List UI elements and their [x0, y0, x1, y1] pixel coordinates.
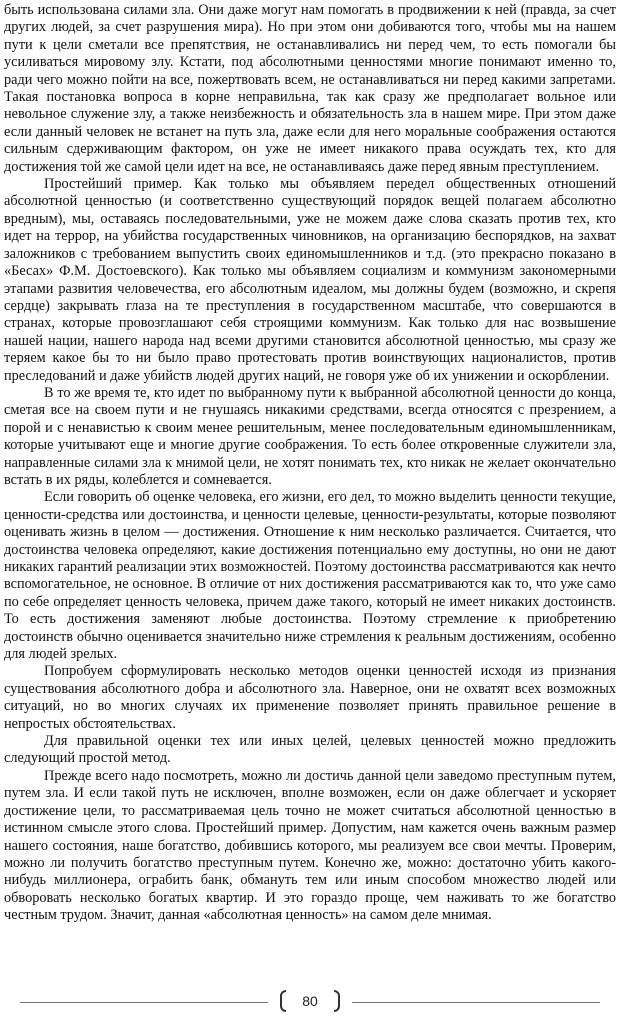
left-brace-ornament: [280, 990, 286, 1012]
paragraph: Если говорить об оценке человека, его жизни, его дел, то можно выделить ценности текущие, ценности-средства или достоинства, и ценности целевые, ценности-результаты, которые позволяют оценивать жизнь в целом — достижения. Отношение к ним несколько различается. Считается, что достоинства человека определяют, какие достижения потенциально ему доступны, но они не дают никаких гарантий реализации этих возможностей. Поэтому достоинства рассматриваются как нечто вспомогательное, не основное. В отличие от них достижения рассматриваются как то, что уже само по себе определяет ценность человека, причем даже такого, который не имеет никаких достоинств. То есть достижения заменяют любые достоинства. Поэтому стремление к приобретению достоинств обычно оценивается значительно ниже стремления к реальным достижениям, особенно для людей зрелых.: [4, 489, 616, 663]
footer-rule-right: [352, 1002, 600, 1003]
paragraph: быть использована силами зла. Они даже могут нам помогать в продвижении к ней (правда, за счет других людей, за счет разрушения мира). Но при этом они добиваются того, чтобы мы на нашем пути к цели сметали все препятствия, не останавливались ни перед чем, то есть помогали бы усиливаться мировому злу. Кстати, под абсолютными ценностями многие понимают именно то, ради чего можно пойти на все, пожертвовать всем, не останавливаться ни перед какими запретами. Такая постановка вопроса в корне неправильна, так как сразу же предполагает вольное или невольное служение злу, а также неизбежность и обязательность зла в нашем мире. При этом даже если данный человек не встанет на путь зла, даже если для него моральные соображения остаются сильным сдерживающим фактором, он уже не имеет никакого права осуждать тех, кто для достижения той же самой цели идет на все, не останавливаясь даже перед явным преступлением.: [4, 2, 616, 175]
paragraph: Для правильной оценки тех или иных целей, целевых ценностей можно предложить следующий простой метод.: [4, 733, 616, 767]
page-number: 80: [302, 993, 318, 1009]
paragraph: Прежде всего надо посмотреть, можно ли достичь данной цели заведомо преступным путем, путем зла. И если такой путь не исключен, вполне возможен, если он даже облегчает и ускоряет достижение цели, то рассматриваемая цель точно не может считаться абсолютной ценностью в истинном смысле этого слова. Простейший пример. Допустим, нам кажется очень важным размер нашего состояния, наше богатство, добившись которого, мы реализуем все свои мечты. Проверим, можно ли получить богатство преступным путем. Конечно же, можно: достаточно убить какого-нибудь миллионера, ограбить банк, обмануть тем или иным способом множество людей или обворовать несколько богатых квартир. И это гораздо проще, чем наживать то же богатство честным трудом. Значит, данная «абсолютная ценность» на самом деле мнимая.: [4, 767, 616, 924]
paragraph: В то же время те, кто идет по выбранному пути к выбранной абсолютной ценности до конца, сметая все на своем пути и не гнушаясь никакими средствами, всегда относятся с презрением, а порой и с ненавистью к своим менее решительным, менее последовательным единомышленникам, которые учитывают еще и многие другие соображения. То есть более откровенные служители зла, направленные силами зла к мнимой цели, не хотят понимать тех, кто никак не желает окончательно встать в их ряды, колеблется и сомневается.: [4, 384, 616, 488]
page-footer: [20, 990, 600, 1014]
footer-rule-left: [20, 1002, 268, 1003]
paragraph: Попробуем сформулировать несколько методов оценки ценностей исходя из признания существования абсолютного добра и абсолютного зла. Наверное, они не охватят всех возможных ситуаций, но во многих случаях их применение позволяет принять правильное решение в непростых обстоятельствах.: [4, 663, 616, 732]
paragraph: Простейший пример. Как только мы объявляем передел общественных отношений абсолютной ценностью (и соответственно существующий порядок вещей полагаем абсолютно вредным), мы, оставаясь последовательными, уже не можем даже слова сказать против тех, кто идет на террор, на убийства государственных чиновников, на организацию беспорядков, на захват заложников с требованием выпустить своих единомышленников и т.д. (это прекрасно показано в «Бесах» Ф.М. Достоевского). Как только мы объявляем социализм и коммунизм закономерными этапами развития человечества, его абсолютным идеалом, мы должны будем (возможно, и скрепя сердце) закрывать глаза на те преступления в государственном масштабе, что совершаются в странах, которые провозглашают себя строящими коммунизм. Как только для нас возвышение нашей нации, нашего народа над всеми другими становится абсолютной ценностью, мы сразу же теряем какое бы то ни было право протестовать против воинствующих националистов, против преследований и даже убийств людей других наций, не говоря уже об их унижении и оскорблении.: [4, 176, 616, 384]
body-text: [4, 2, 616, 925]
right-brace-ornament: [334, 990, 340, 1012]
